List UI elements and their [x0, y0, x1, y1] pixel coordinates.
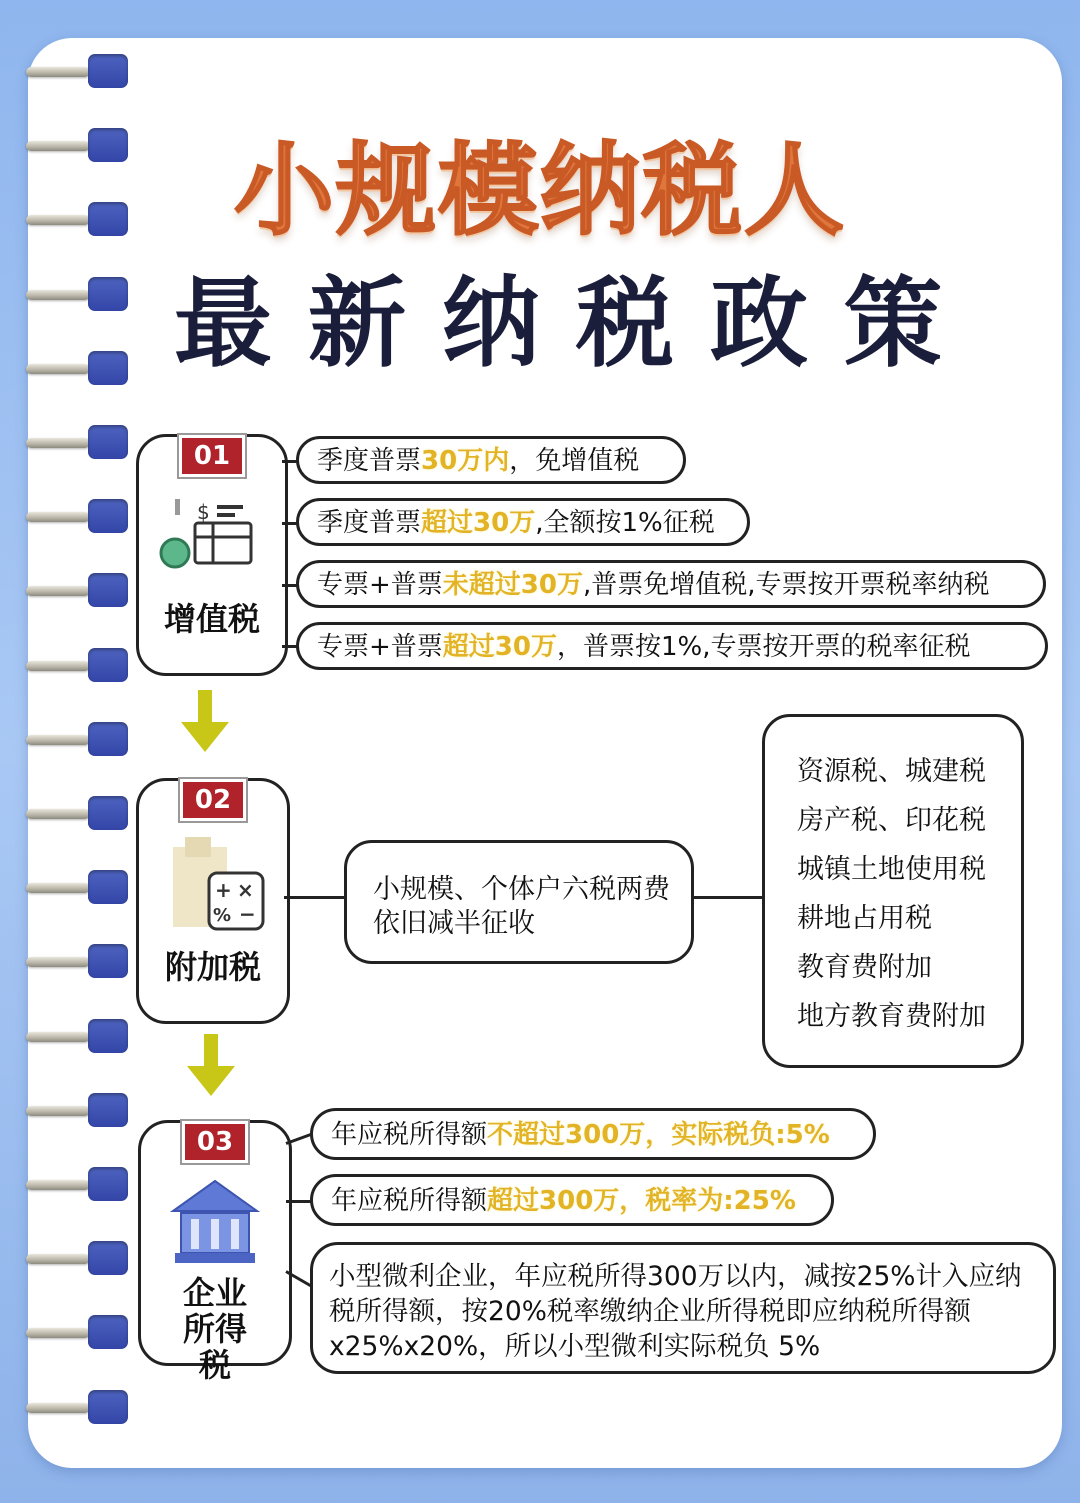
binding-ring — [26, 646, 108, 686]
list-item: 地方教育费附加 — [797, 1001, 986, 1032]
binding-ring — [26, 868, 108, 908]
svg-text:+: + — [215, 878, 232, 902]
binding-ring — [26, 423, 108, 463]
list-item: 城镇土地使用税 — [797, 854, 986, 885]
bank-building-icon — [167, 1175, 263, 1271]
list-item: 资源税、城建税 — [797, 756, 986, 787]
binding-ring — [26, 1165, 108, 1205]
cit-note: 小型微利企业，年应税所得300万以内，减按25%计入应纳税所得额，按20%税率缴纳企业所得税即应纳税所得额x25%x20%，所以小型微利实际税负 5% — [310, 1242, 1056, 1374]
surtax-list-box — [762, 714, 1024, 1068]
flow-arrow-icon — [204, 1034, 218, 1068]
binding-ring — [26, 1091, 108, 1131]
binding-ring — [26, 52, 108, 92]
connector-line — [694, 896, 764, 899]
section-badge: 03 — [182, 1121, 248, 1163]
calculator-icon — [165, 837, 265, 931]
svg-text:%: % — [213, 905, 232, 926]
cit-category-box — [138, 1120, 292, 1384]
vat-rule-item: 季度普票30万内，免增值税 — [296, 436, 686, 484]
binding-ring — [26, 720, 108, 760]
list-item: 教育费附加 — [797, 952, 932, 983]
section-badge: 02 — [180, 779, 246, 821]
vat-category-box — [136, 434, 288, 676]
binding-ring — [26, 1388, 108, 1428]
surtax-category-box — [136, 778, 290, 1024]
flow-arrow-icon — [198, 690, 212, 724]
binding-ring — [26, 1017, 108, 1057]
binding-ring — [26, 1239, 108, 1279]
flow-arrow-head — [187, 1066, 235, 1096]
svg-text:×: × — [237, 878, 254, 902]
page-subtitle: 最新纳税政策 — [173, 267, 978, 381]
vat-rule-item: 季度普票超过30万,全额按1%征税 — [296, 498, 750, 546]
vat-rule-item: 专票+普票未超过30万,普票免增值税,专票按开票税率纳税 — [296, 560, 1046, 608]
binding-ring — [26, 571, 108, 611]
invoice-dollar-icon — [159, 493, 269, 583]
section-badge: 01 — [179, 435, 245, 477]
surtax-list — [797, 747, 986, 1041]
binding-ring — [26, 942, 108, 982]
svg-text:$: $ — [197, 500, 210, 524]
category-label: 附加税 — [164, 948, 261, 986]
category-label: 企业所得税 — [182, 1274, 247, 1384]
binding-ring — [26, 497, 108, 537]
surtax-note: 小规模、个体户六税两费依旧减半征收 — [344, 840, 694, 964]
binding-ring — [26, 794, 108, 834]
flow-arrow-head — [181, 722, 229, 752]
category-label: 增值税 — [163, 600, 260, 638]
list-item: 房产税、印花税 — [797, 805, 986, 836]
svg-text:−: − — [239, 902, 256, 926]
binding-ring — [26, 1313, 108, 1353]
cit-rule-item: 年应税所得额不超过300万，实际税负:5% — [310, 1108, 876, 1160]
vat-rule-item: 专票+普票超过30万，普票按1%,专票按开票的税率征税 — [296, 622, 1048, 670]
page-title: 小规模纳税人 — [234, 132, 846, 249]
cit-rule-item: 年应税所得额超过300万，税率为:25% — [310, 1174, 834, 1226]
list-item: 耕地占用税 — [797, 903, 932, 934]
connector-line — [284, 896, 346, 899]
